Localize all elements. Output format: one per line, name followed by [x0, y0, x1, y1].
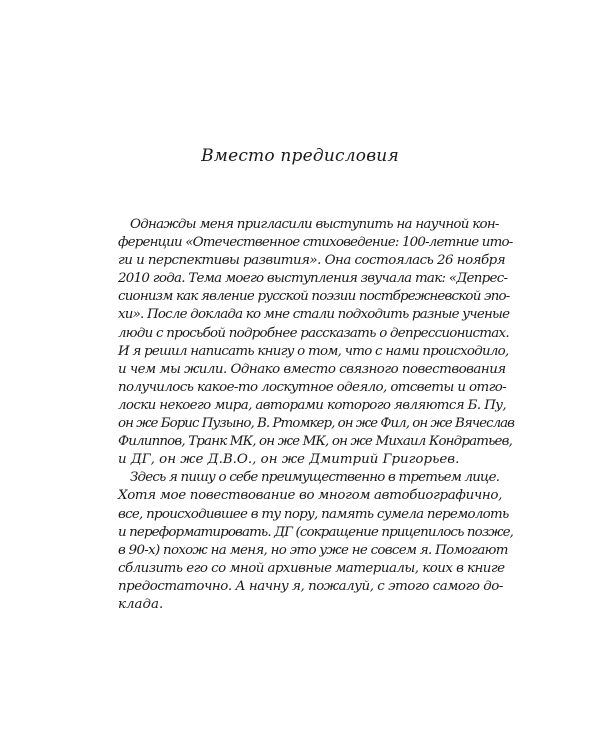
text-line: И я решил написать книгу о том, что с нами происходило,	[118, 343, 509, 359]
chapter-title: Вместо предисловия	[201, 146, 399, 166]
text-line: Однажды меня пригласили выступить на научной кон-	[130, 217, 499, 232]
text-line: все, происходившее в ту пору, память сумела перемолоть	[118, 506, 509, 522]
text-line: Здесь я пишу о себе преимущественно в третьем лице.	[130, 470, 500, 486]
text-line: получилось какое-то лоскутное одеяло, отсветы и отго-	[118, 379, 507, 395]
text-line: и переформатировать. ДГ (сокращение прицепилось позже,	[118, 524, 514, 540]
paragraph	[118, 216, 515, 469]
text-line: ги и перспективы развития». Она состоялась 26 ноября	[118, 253, 506, 269]
text-line: в 90-х) похож на меня, но это уже не совсем я. Помогают	[118, 542, 508, 558]
text-line: и чем мы жили. Однако вместо связного повествования	[118, 361, 506, 377]
text-line: хи». После доклада ко мне стали подходить разные ученые	[118, 307, 510, 323]
text-line: люди с просьбой подробнее рассказать о депрессионистах.	[118, 325, 509, 341]
text-line: ференции «Отечественное стиховедение: 100-летние ито-	[118, 235, 513, 251]
text-line: сблизить его со мной архивные материалы, коих в книге	[118, 560, 505, 576]
text-line: и ДГ, он же Д.В.О., он же Дмитрий Григорьев.	[118, 452, 460, 468]
text-line: лоски некоего мира, авторами которого являются Б. Пу,	[118, 397, 507, 413]
text-line: сионизм как явление русской поэзии постбрежневской эпо-	[118, 289, 510, 305]
text-line: 2010 года. Тема моего выступления звучала так: «Депрес-	[118, 271, 508, 287]
paragraph	[118, 469, 514, 614]
body-text	[118, 216, 515, 614]
text-line: Филиппов, Транк МК, он же МК, он же Михаил Кондратьев,	[118, 434, 513, 450]
text-line: клада.	[118, 596, 164, 612]
text-line: Хотя мое повествование во многом автобиографично,	[118, 488, 503, 504]
text-line: предостаточно. А начну я, пожалуй, с этого самого до-	[118, 578, 503, 594]
text-line: он же Борис Пузыно, В. Ртомкер, он же Фил, он же Вячеслав	[118, 416, 515, 432]
